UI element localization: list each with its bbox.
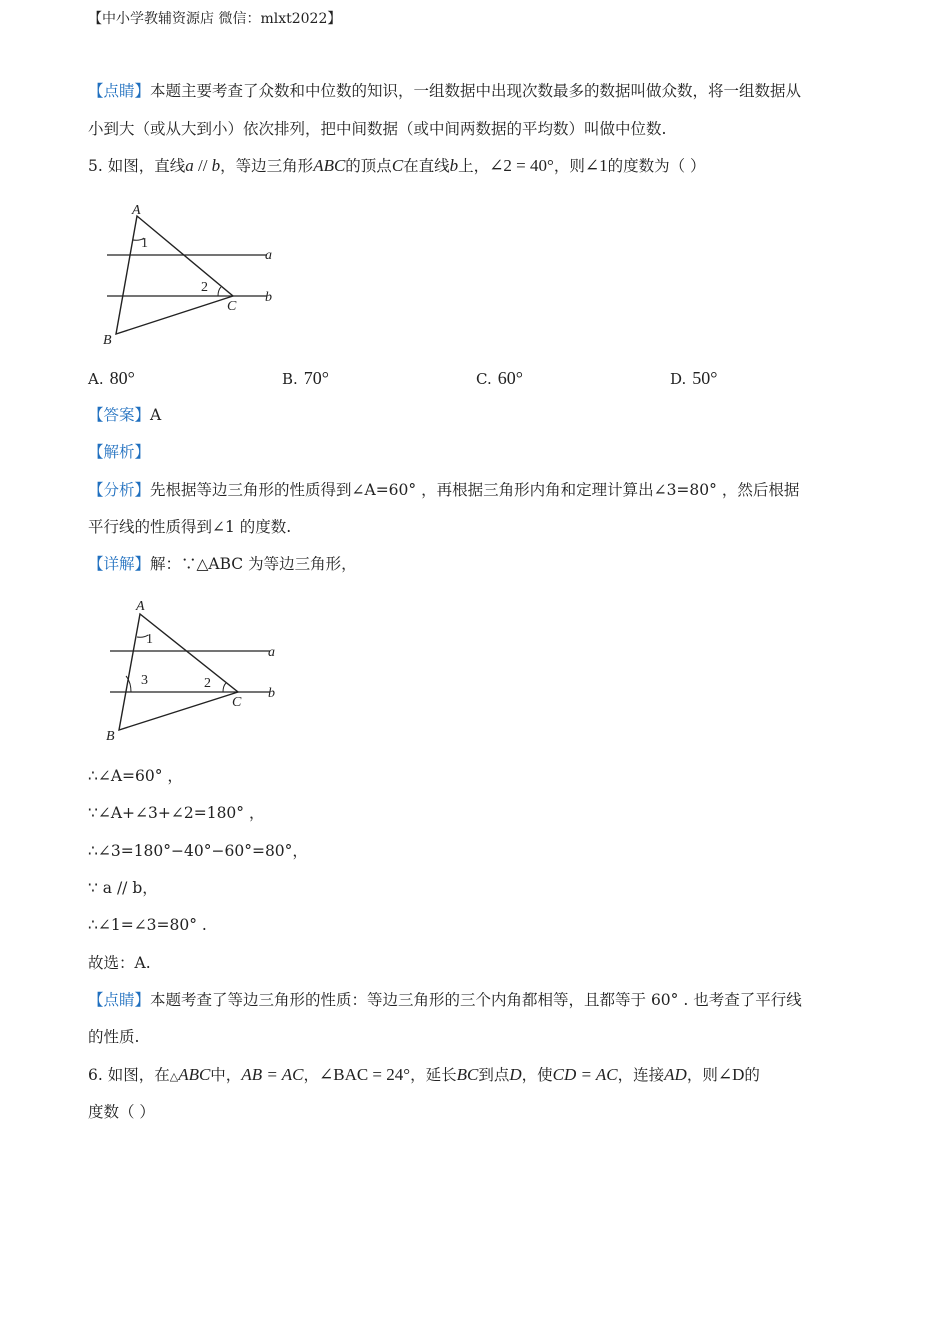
- fig2-label-b: b: [268, 686, 275, 701]
- prev-note-text1: 本题主要考查了众数和中位数的知识，一组数据中出现次数最多的数据叫做众数，将一组数据从: [150, 82, 802, 100]
- fenxi-line2: 平行线的性质得到∠1 的度数.: [88, 518, 292, 536]
- fig1-label-A: A: [132, 203, 141, 218]
- fig1-angle-1: 1: [141, 236, 148, 251]
- step-5: ∴∠1=∠3=80° .: [88, 916, 207, 934]
- step-1: ∴∠A=60° ，: [88, 767, 183, 785]
- step-4: ∵ a // b，: [88, 879, 158, 897]
- fig2-angle-1: 1: [146, 632, 153, 647]
- source-header: 【中小学教辅资源店 微信：mlxt2022】: [88, 11, 342, 27]
- question-6-stem: 6. 如图，在△ABC中，AB = AC，∠BAC = 24°，延长BC到点D，使CD = AC，连接AD，则∠D的: [88, 1065, 760, 1084]
- fig2-label-B: B: [106, 729, 115, 744]
- figure-q5-triangle: [95, 198, 285, 348]
- prev-note-line2: 小到大（或从大到小）依次排列，把中间数据（或中间两数据的平均数）叫做中位数.: [88, 120, 667, 138]
- answer-line: 【答案】A: [88, 406, 162, 424]
- fig2-label-A: A: [136, 599, 145, 614]
- analysis-heading: 【解析】: [88, 443, 151, 461]
- question-5-stem: 5. 如图，直线a // b，等边三角形ABC的顶点C在直线b上，∠2 = 40°，则∠1的度数为（ ）: [88, 156, 706, 175]
- step-3: ∴∠3=180°−40°−60°=80°，: [88, 842, 308, 860]
- dianjing2-line1: 【点睛】本题考查了等边三角形的性质：等边三角形的三个内角都相等，且都等于 60° . 也考查了平行线: [88, 991, 802, 1009]
- fig2-label-C: C: [232, 695, 242, 710]
- option-d: D. 50°: [670, 368, 718, 388]
- option-c: C. 60°: [476, 368, 523, 388]
- fig1-label-a: a: [265, 248, 272, 263]
- fig2-angle-2: 2: [204, 676, 211, 691]
- fig1-angle-2: 2: [201, 280, 208, 295]
- figure-solution-triangle: [98, 596, 298, 746]
- option-b: B. 70°: [282, 368, 329, 388]
- fig1-label-C: C: [227, 299, 237, 314]
- fenxi-line1: 【分析】先根据等边三角形的性质得到∠A=60° ，再根据三角形内角和定理计算出∠3=80° ，然后根据: [88, 481, 800, 499]
- fig2-angle-3: 3: [141, 673, 148, 688]
- detail-line: 【详解】解：∵△ABC 为等边三角形，: [88, 555, 357, 573]
- fig1-label-b: b: [265, 290, 272, 305]
- choose-line: 故选：A.: [88, 954, 151, 972]
- prev-note-tag: 【点睛】: [88, 82, 151, 100]
- prev-note-line1: [88, 80, 801, 102]
- option-a: A. 80°: [88, 368, 135, 388]
- question-6-line2: 度数（ ）: [88, 1103, 155, 1121]
- fig1-label-B: B: [103, 333, 112, 348]
- step-2: ∵∠A+∠3+∠2=180° ，: [88, 804, 265, 822]
- dianjing2-line2: 的性质.: [88, 1028, 140, 1046]
- fig2-label-a: a: [268, 645, 275, 660]
